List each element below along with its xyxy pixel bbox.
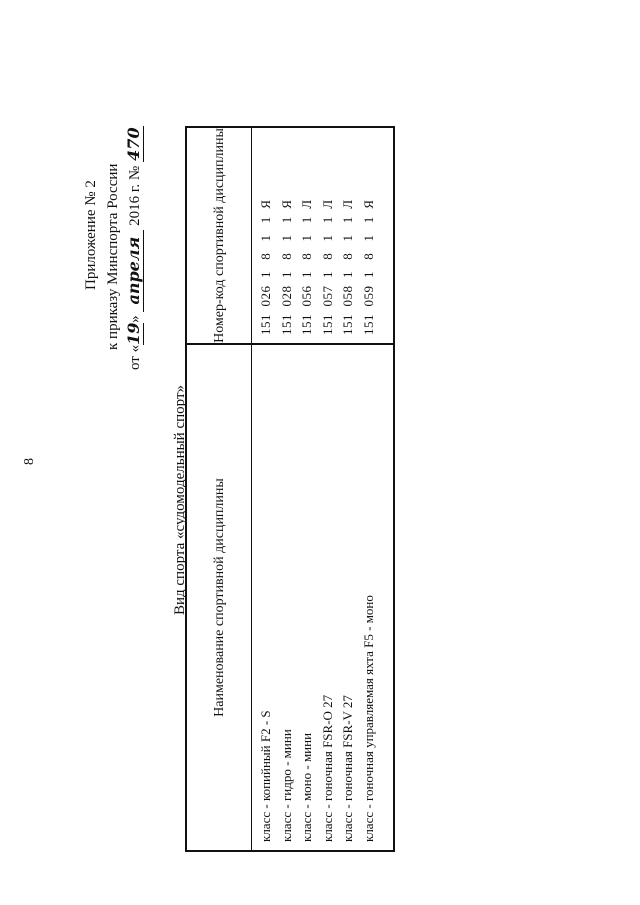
table-row <box>338 127 359 851</box>
discipline-name: класс - моно - мини <box>297 344 318 851</box>
discipline-name: класс - гоночная управляемая яхта F5 - моно <box>359 344 380 851</box>
appendix-title: Приложение № 2 <box>83 180 99 290</box>
discipline-code: 151 026 1 8 1 1 Я <box>258 199 274 335</box>
header-discipline-name: Наименование спортивной дисциплины <box>186 344 252 851</box>
discipline-code: 151 059 1 8 1 1 Я <box>360 199 376 335</box>
table-header-row <box>186 127 252 851</box>
date-prefix: от « <box>127 344 143 370</box>
date-mid: » <box>127 315 143 323</box>
order-number: 470 <box>124 127 143 161</box>
discipline-code: 151 056 1 8 1 1 Л <box>299 199 315 335</box>
discipline-code: 151 058 1 8 1 1 Л <box>340 199 356 335</box>
discipline-name: класс - гидро - мини <box>277 344 298 851</box>
date-month: апреля <box>125 230 144 312</box>
date-year: 2016 г. № <box>127 165 143 226</box>
table-row <box>297 127 318 851</box>
discipline-code: 151 028 1 8 1 1 Я <box>278 199 294 335</box>
sport-title: Вид спорта «судомодельный спорт» <box>172 385 188 616</box>
disciplines-table <box>185 126 395 852</box>
appendix-block <box>80 100 146 370</box>
discipline-name: класс - гоночная FSR-V 27 <box>338 344 359 851</box>
appendix-order-ref: к приказу Минспорта России <box>105 163 121 350</box>
table-row <box>359 127 380 851</box>
appendix-date-line <box>124 100 146 370</box>
discipline-name: класс - гоночная FSR-O 27 <box>318 344 339 851</box>
date-day: 19 <box>124 322 143 345</box>
table-row <box>277 127 298 851</box>
page-number: 8 <box>22 458 37 465</box>
discipline-name: класс - копийный F2 - S <box>256 344 277 851</box>
header-discipline-code: Номер-код спортивной дисциплины <box>186 127 252 344</box>
table-row <box>256 127 277 851</box>
table-row <box>318 127 339 851</box>
discipline-code: 151 057 1 8 1 1 Л <box>319 199 335 335</box>
